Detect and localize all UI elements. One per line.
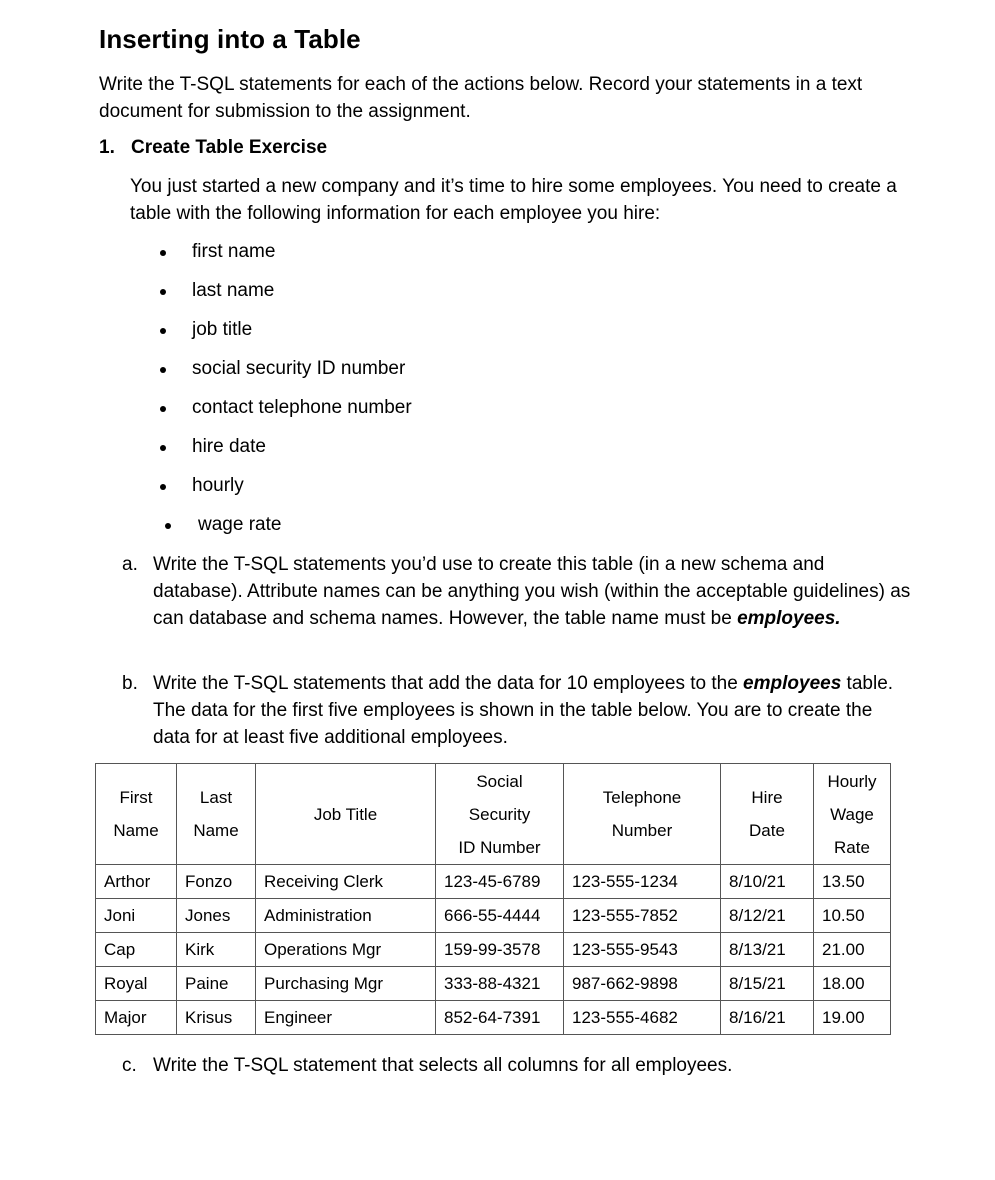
task-a-letter: a. [122,554,138,575]
task-b-text-after: table. The data for the first five employees is shown in the table below. You are to create the data for at least five additional employees. [153,673,894,748]
cell-last-name: Krisus [177,1001,256,1035]
bullet-icon [160,367,166,373]
section-description: You just started a new company and it’s time to hire some employees. You need to create a table with the following information for each employee you hire: [130,176,897,224]
cell-telephone: 123-555-9543 [564,933,721,967]
cell-hire-date: 8/12/21 [721,899,814,933]
cell-hire-date: 8/16/21 [721,1001,814,1035]
section-heading [99,137,327,159]
cell-first-name: Joni [96,899,177,933]
cell-job-title: Receiving Clerk [256,865,436,899]
cell-ssn: 666-55-4444 [436,899,564,933]
table-row [96,967,891,1001]
cell-job-title: Engineer [256,1001,436,1035]
header-job-title: Job Title [256,764,436,865]
task-b-letter: b. [122,673,138,694]
cell-telephone: 987-662-9898 [564,967,721,1001]
bullet-icon [160,484,166,490]
cell-first-name: Royal [96,967,177,1001]
cell-first-name: Arthor [96,865,177,899]
cell-telephone: 123-555-1234 [564,865,721,899]
section-number: 1. [99,137,115,158]
cell-wage-rate: 18.00 [814,967,891,1001]
table-name-emphasis: employees [743,673,842,694]
cell-telephone: 123-555-7852 [564,899,721,933]
cell-wage-rate: 21.00 [814,933,891,967]
bullet-icon [160,445,166,451]
cell-job-title: Purchasing Mgr [256,967,436,1001]
bullet-icon [160,289,166,295]
task-c-letter: c. [122,1055,137,1076]
cell-hire-date: 8/10/21 [721,865,814,899]
cell-telephone: 123-555-4682 [564,1001,721,1035]
cell-first-name: Cap [96,933,177,967]
cell-job-title: Administration [256,899,436,933]
table-row [96,1001,891,1035]
header-telephone: Telephone Number [564,764,721,865]
cell-ssn: 123-45-6789 [436,865,564,899]
bullet-icon [165,523,171,529]
bullet-icon [160,406,166,412]
cell-hire-date: 8/13/21 [721,933,814,967]
table-header-row [96,764,891,865]
intro-paragraph: Write the T-SQL statements for each of the actions below. Record your statements in a text document for submission to the assignment. [99,74,863,122]
cell-wage-rate: 13.50 [814,865,891,899]
cell-last-name: Kirk [177,933,256,967]
cell-ssn: 333-88-4321 [436,967,564,1001]
section-title: Create Table Exercise [131,137,328,158]
bullet-icon [160,328,166,334]
table-row [96,933,891,967]
task-c-text: Write the T-SQL statement that selects all columns for all employees. [153,1055,733,1076]
header-wage-rate: Hourly Wage Rate [814,764,891,865]
cell-last-name: Fonzo [177,865,256,899]
employee-data-table [95,763,891,1035]
document-page: Inserting into a Table Write the T-SQL statements for each of the actions below. Record your statements in a text document for submission to the assignment. 1. Create Table Exercise You just started a new company and it’s time to hire some employees. You need to create a table with the following information for each employee you hire: first name last name job title social security ID number contact telephone number hire date hourly wage rate a. Write the T-SQL statements you’d use to create this table (in a new schema and database). Attribute names can be anything you wish (within the acceptable guidelines) as can database and schema names. However, the table name must be employees. b. Write the T-SQL statements that add the data for 10 employees to the employees table. The data for the first five employees is shown in the table below. You are to create the data for at least five additional employees. First Name Last Name Job Title Social Security ID Number Telephone Number Hire Date Hourly Wage Rate Arthor Fonzo Receiving Clerk 123-45-6789 123-555-1234 8/10/21 13.50 Joni Jones Administration 666-55-4444 123-555-7852 8/12/21 10.50 Cap Kirk Operations Mgr 159-99-3578 123-555-9543 8/13/21 21.00 Royal Paine Purchasing Mgr 333-88-4321 987-662-9898 8/15/21 18.00 Major Krisus Engineer 852-64-7391 123-555-4682 8/16/21 19.00 c. Write the T-SQL statement that selects all columns for all employees. [0,0,995,1180]
table-row [96,865,891,899]
cell-last-name: Jones [177,899,256,933]
cell-wage-rate: 19.00 [814,1001,891,1035]
cell-ssn: 159-99-3578 [436,933,564,967]
header-first-name: First Name [96,764,177,865]
cell-job-title: Operations Mgr [256,933,436,967]
header-last-name: Last Name [177,764,256,865]
cell-hire-date: 8/15/21 [721,967,814,1001]
cell-wage-rate: 10.50 [814,899,891,933]
header-ssn: Social Security ID Number [436,764,564,865]
cell-first-name: Major [96,1001,177,1035]
table-row [96,899,891,933]
header-hire-date: Hire Date [721,764,814,865]
page-title: Inserting into a Table [99,24,361,54]
cell-ssn: 852-64-7391 [436,1001,564,1035]
table-name-emphasis: employees. [737,608,841,629]
bullet-icon [160,250,166,256]
cell-last-name: Paine [177,967,256,1001]
task-a-text: Write the T-SQL statements you’d use to create this table (in a new schema and database). Attribute names can be anything you wish (within the acceptable guidelines) as can database and schema names. However, the table name must be [153,554,911,629]
task-b-text-before: Write the T-SQL statements that add the data for 10 employees to the [153,673,744,694]
